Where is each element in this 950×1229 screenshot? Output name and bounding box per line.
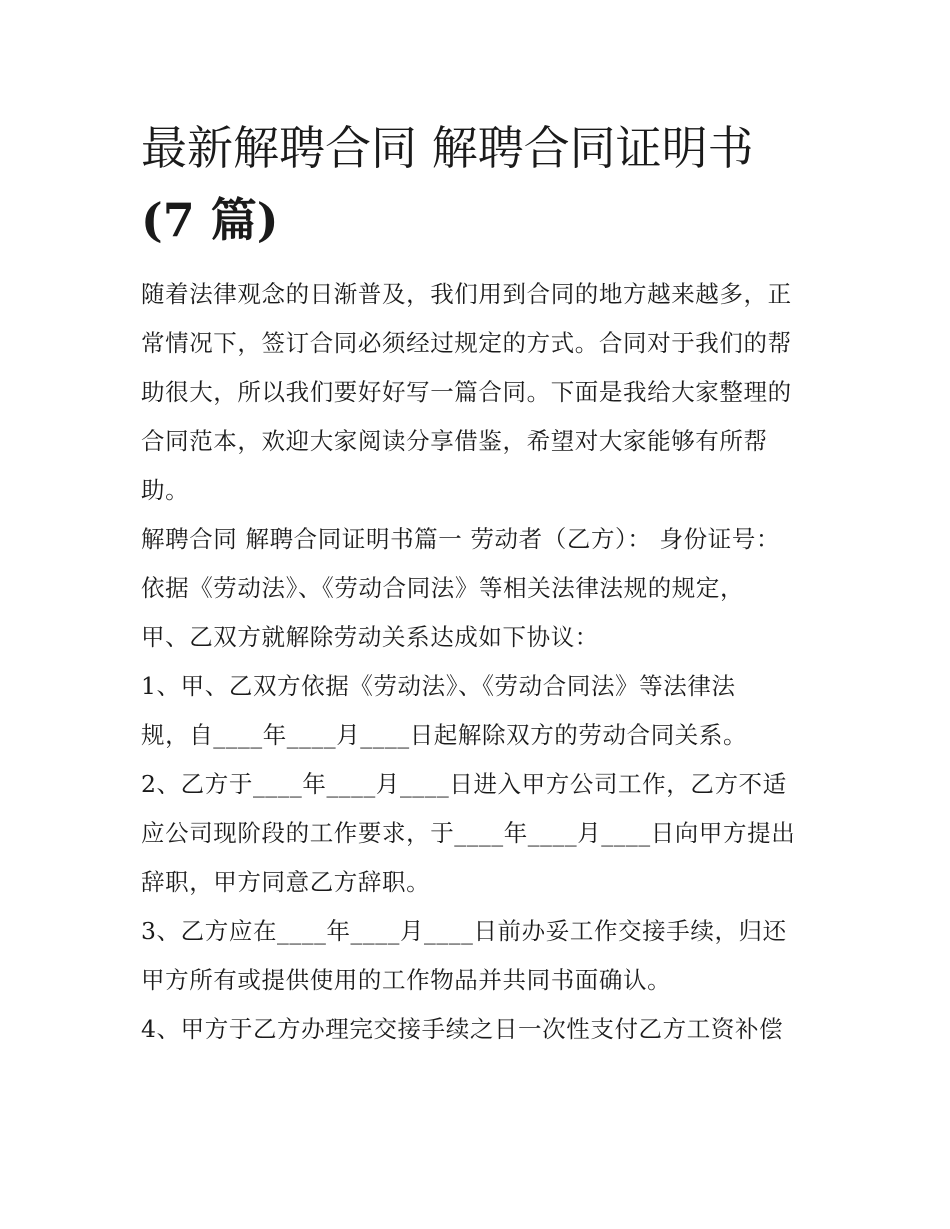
- title-line-2: (7 篇): [141, 193, 279, 247]
- body-line: 2、乙方于____年____月____日进入甲方公司工作，乙方不适: [141, 770, 787, 798]
- body-line: 助。: [141, 476, 190, 504]
- body-line: 甲、乙双方就解除劳动关系达成如下协议：: [141, 623, 599, 651]
- body-line: 应公司现阶段的工作要求，于____年____月____日向甲方提出: [141, 819, 796, 847]
- document-body: [141, 270, 821, 1054]
- body-line: 辞职，甲方同意乙方辞职。: [141, 868, 431, 896]
- body-line: 依据《劳动法》、《劳动合同法》等相关法律法规的规定，: [141, 574, 745, 602]
- body-line: 规，自____年____月____日起解除双方的劳动合同关系。: [141, 721, 748, 749]
- body-line: 助很大，所以我们要好好写一篇合同。下面是我给大家整理的: [141, 378, 792, 406]
- body-line: 3、乙方应在____年____月____日前办妥工作交接手续，归还: [141, 917, 787, 945]
- body-line: 解聘合同 解聘合同证明书篇一 劳动者（乙方）： 身份证号：: [141, 525, 781, 553]
- body-line: 1、甲、乙双方依据《劳动法》、《劳动合同法》等法律法: [141, 672, 736, 700]
- title-line-1: 最新解聘合同 解聘合同证明书: [141, 121, 754, 175]
- body-line: 常情况下，签订合同必须经过规定的方式。合同对于我们的帮: [141, 329, 792, 357]
- document-title: [141, 112, 821, 256]
- body-line: 随着法律观念的日渐普及，我们用到合同的地方越来越多，正: [141, 280, 792, 308]
- body-line: 甲方所有或提供使用的工作物品并共同书面确认。: [141, 966, 672, 994]
- body-line: 合同范本，欢迎大家阅读分享借鉴，希望对大家能够有所帮: [141, 427, 768, 455]
- body-line: 4、甲方于乙方办理完交接手续之日一次性支付乙方工资补偿: [141, 1015, 784, 1043]
- document-page: [141, 112, 821, 1054]
